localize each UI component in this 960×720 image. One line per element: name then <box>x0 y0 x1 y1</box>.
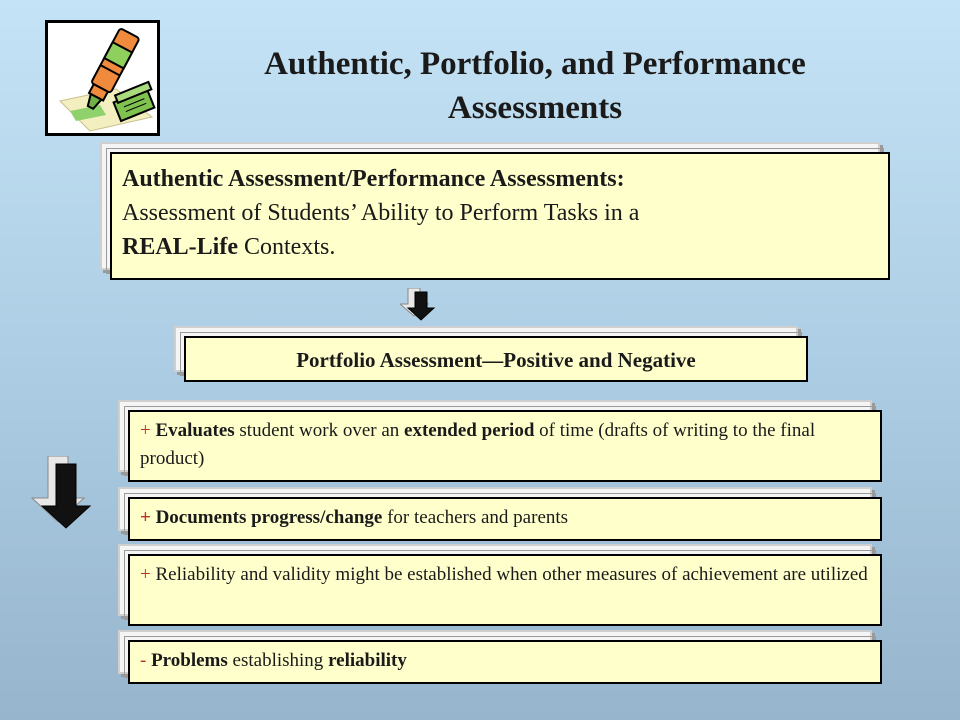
definition-heading: Authentic Assessment/Performance Assessments: <box>122 166 625 192</box>
item-bold: Documents progress/change <box>155 507 383 528</box>
list-item-front <box>128 640 882 684</box>
list-item-front <box>128 497 882 541</box>
down-arrow-icon <box>400 288 436 322</box>
plus-sign: + <box>140 420 156 441</box>
minus-sign: - <box>140 650 152 671</box>
large-down-arrow-icon <box>30 456 92 530</box>
item-bold: reliability <box>328 650 407 671</box>
slide-title-line1: Authentic, Portfolio, and Performance <box>264 46 806 82</box>
portfolio-heading: Portfolio Assessment—Positive and Negative <box>296 348 696 372</box>
item-text: establishing <box>227 650 329 671</box>
portfolio-heading-box <box>184 336 808 382</box>
list-item-front <box>128 554 882 626</box>
item-text: of time (drafts of writing to the final product) <box>140 420 816 469</box>
item-text: for teachers and parents <box>382 507 569 528</box>
definition-box-front <box>110 152 890 280</box>
item-text: Reliability and validity might be established when other measures of achievement are utilized <box>155 564 868 585</box>
list-item <box>128 640 882 684</box>
highlighter-and-eraser-icon <box>45 20 160 136</box>
portfolio-box-front <box>184 336 808 382</box>
list-item <box>128 554 882 626</box>
item-bold: extended period <box>404 420 535 441</box>
list-item <box>128 410 882 482</box>
list-item-front <box>128 410 882 482</box>
list-item <box>128 497 882 541</box>
slide-title <box>170 42 900 130</box>
definition-box <box>110 152 890 280</box>
item-bold: Evaluates <box>155 420 235 441</box>
plus-sign: + <box>140 564 156 585</box>
slide-title-line2: Assessments <box>447 90 623 126</box>
definition-text-part1: Assessment of Students’ Ability to Perform Tasks in a <box>122 200 640 226</box>
definition-text-part2: Contexts. <box>238 234 336 260</box>
item-text: student work over an <box>234 420 405 441</box>
definition-emphasis: REAL-Life <box>122 234 238 260</box>
item-bold: Problems <box>151 650 228 671</box>
plus-sign: + <box>140 507 156 528</box>
